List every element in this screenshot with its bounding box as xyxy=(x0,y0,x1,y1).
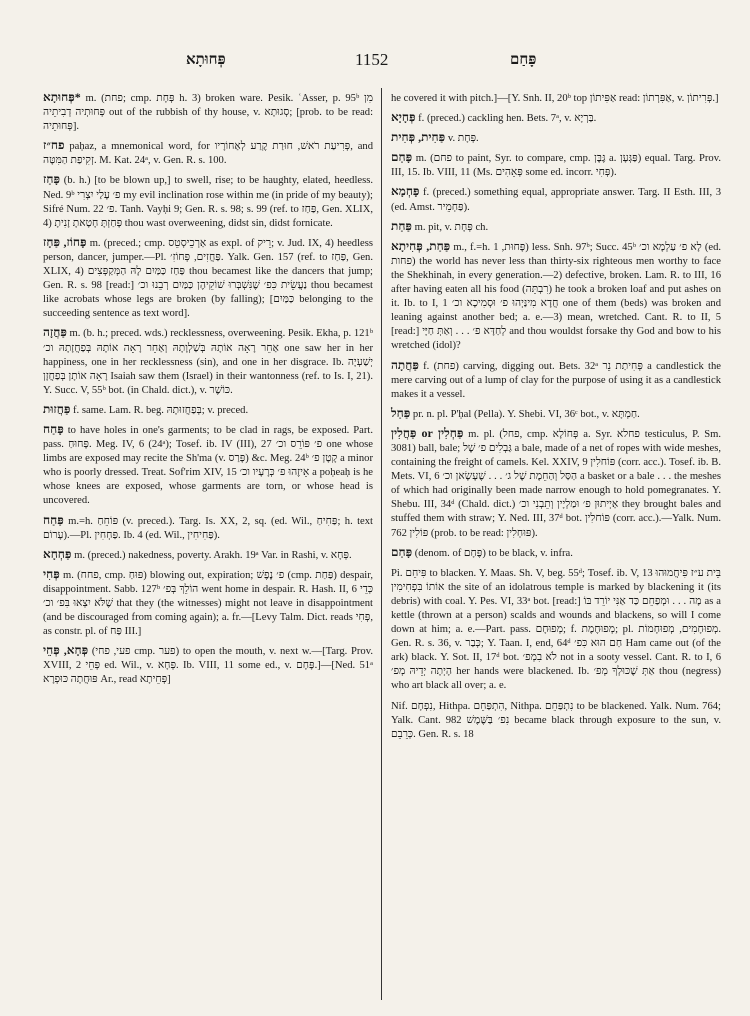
entry-text: m. (פחח, cmp. פּוּחַ) blowing out, expiration; פ׳ נֶפֶשׁ (cmp. פַּחַת) despair, disappointment. Sabb. 127ᵇ הוֹלֵךְ בְּפ׳ went home in despair. R. Hash. II, 6 כְּדֵי שֶׁלֹּא יִצְאוּ בִּפ׳ וכ׳ that they (the witnesses) might not leave in disappointment (and be discouraged from coming again); a. fr.—[Levy Talm. Dict. reads פְּחִי, as constr. pl. of פַּח III.] xyxy=(43,569,374,638)
dictionary-entry xyxy=(391,358,721,402)
entry-text: he covered it with pitch.]—[Y. Snh. II, 20ᵇ top אַפִּיתוֹן read: אַפִּרְתוֹן, v. פְּרִיתוֹן.] xyxy=(391,93,719,104)
entry-text: pr. n. pl. P'ḥal (Pella). Y. Shebi. VI, 36ᶜ bot., v. חַמְתָּא. xyxy=(412,408,640,420)
left-column xyxy=(43,90,373,692)
entry-text: (b. h.) [to be blown up,] to swell, rise; to be haughty, elated, heedless. Ned. 9ᵇ פ׳ עָלַי יִצְרִי my evil inclination rose within me (in pride of my beauty); Sifré Num. 22 פ׳. Tanh. Vayḥi 9; Gen. R. s. 98; s. 99 (ref. to פַּחַז, Gen. XLIX, 4) פָּחַזְתָּ חָטָאתָ זָנִיתָ thou wast overweening, didst sin, didst fornicate. xyxy=(43,175,374,229)
entry-text: (denom. of פֶּחָם) to be black, v. infra. xyxy=(414,547,573,559)
entry-text: m. pl. (פחל, cmp. פְּחוֹלָא a. Syr. פחלא testiculus, P. Sm. 3081) ball, bale; גַּבְלִים פ׳ שֶׁל a bale, made of a net of ropes with wide meshes, containing the freight of camels. Kel. XXIV, 9 פּוֹחלִין (corr. acc.). Tosef. ib. B. Mets. VI, 6 הַסַּל וְהַחֵמֶת שֶׁל ג׳ . . . שֶׁעָשָׂאן וכ׳ a basket or a bale . . . the meshes of which had originally been made narrow enough to hold pomegranates. Y. Shebu. III, 34ᵈ (Chald. dict.) אַיְיתוּן פ׳ וּמַלְיָין וְתֵבְנִי וכ׳ they brought bales and stuffed them with straw; Y. Ned. III, 37ᵈ bot. פּוֹחלִין (corr. acc.).—Yalk. Num. 762 פּוֹלִין (prob. to be read: פּוּחְלִין). xyxy=(391,428,722,539)
dictionary-entry xyxy=(391,110,721,126)
entry-text: v. פְּחָת. xyxy=(447,133,479,145)
headword: פָּחַם xyxy=(391,544,413,559)
dictionary-entry xyxy=(391,565,721,694)
dictionary-entry xyxy=(391,130,721,146)
entry-text: m. (preced.) nakedness, poverty. Arakh. 19ᵃ Var. in Rashi, v. פְּחָא. xyxy=(74,549,352,561)
dictionary-entry xyxy=(391,219,721,235)
dictionary-entry xyxy=(43,643,373,687)
dictionary-entry xyxy=(391,406,721,422)
entry-text: m. (b. h.; preced. wds.) recklessness, overweening. Pesik. Ekha, p. 121ᵇ אַחֵר רָאָה אוֹתָהּ בְּשַׁלְוָתָהּ וְאַחֵר רָאָה אוֹתָהּ בְּפַחֲזָתָהּ וכ׳ one saw her in her happiness, one in her recklessness (sin), and one in her disgrace. Ib. יְשַׁעְיָה רָאָה אוֹתָן בְּפַחֲזָן Isaiah saw them (Israel) in their wantonness (ref. to Is. I, 21). Y. Succ. V, 55ᵇ bot. (in Chald. dict.), v. כּוֹשֶׁר. xyxy=(43,328,373,396)
dictionary-entry xyxy=(391,545,721,561)
page-number: 1152 xyxy=(355,50,389,69)
entry-text: paḥaz, a mnemonical word, for פְּרִיעַת רֹאשׁ, חוּרַת קֶרַע לְאַחוֹרָיו, and זְקִיפַת הַמִּטָּה. M. Kat. 24ᵃ, v. Gen. R. s. 100. xyxy=(43,141,373,167)
entry-text: f. (פחת) carving, digging out. Bets. 32ᵃ פְּחִיתַת נֵר a candlestick the mere carving out of a lump of clay for the purpose of using it as a candlestick makes it a vessel. xyxy=(391,360,721,400)
headword: פַּחַל xyxy=(391,405,411,420)
headword: פַּחְחָא xyxy=(43,546,72,561)
headword: פָּחְמָא xyxy=(391,184,420,199)
dictionary-entry xyxy=(391,239,721,354)
headword: פח״ז xyxy=(43,138,65,153)
page-header xyxy=(0,52,750,76)
dictionary-entry xyxy=(43,325,373,397)
entry-text: Nif. נִפְחָם, Hithpa. הִתְפַּחֵם, Nithpa. נִתְפַּחֵם to be blackened. Yalk. Num. 764; Yalk. Cant. 982 נִפ׳ בַּשֶּׁמֶשׁ became black through exposure to the sun, v. כְּרֵבֵם. Gen. R. s. 18 xyxy=(391,700,721,740)
headword: פַּחֲתָה xyxy=(391,357,419,372)
entry-text: to have holes in one's garments; to be clad in rags, be exposed. Part. pass. פָּחוּחַ. Meg. IV, 6 (24ᵃ); Tosef. ib. IV (III), 27 פ׳ פּוֹרֵס וכ׳ one whose limbs are exposed may recite the Sh'ma (v. פָּרַס) &c. Meg. 24ᵇ קָטָן פ׳ a minor who is poorly dressed. Treat. Sof'rim XIV, 15 אֵיזֶהוּ פ׳ כְּרָעָיו וכ׳ a poḥeaḥ is he whose knees are exposed, whose garments are torn, or whose head is uncovered. xyxy=(43,424,373,507)
entry-text: f. same. Lam. R. beg. בְּפַחֲזוּתָהּ; v. preced. xyxy=(73,404,249,416)
dictionary-entry xyxy=(43,547,373,563)
headword: פָּחַם xyxy=(391,150,413,165)
headword: פַּחֲזוּת xyxy=(43,401,71,416)
headword: פְּחָיָא xyxy=(391,110,416,125)
entry-text: m.=h. פּוֹחֵחַ (v. preced.). Targ. Is. XX, 2, sq. (ed. Wil., פַּחִיחַ; h. text עָרוֹם).—Pl. פַּחְחִין. Ib. 4 (ed. Wil., פַּחִיחִין). xyxy=(43,515,373,541)
entry-text: f. (preced.) cackling hen. Bets. 7ᵃ, v. בַּרְיָא. xyxy=(418,113,597,125)
headword: *פְּחוּתָא xyxy=(43,90,81,104)
entry-text: m. pit, v. פְּחָת ch. xyxy=(414,221,489,233)
dictionary-entry xyxy=(43,172,373,230)
dictionary-entry xyxy=(391,90,721,106)
headword: פָּחוֹז, פַּחָז xyxy=(43,234,87,249)
headword: פַּחֲזָה xyxy=(43,325,67,340)
running-head-right: פָּחַם xyxy=(510,52,537,68)
headword: פַּחִית, פְּחִית xyxy=(391,130,446,145)
headword: פָּחַז xyxy=(43,172,60,187)
right-column xyxy=(391,90,721,746)
entry-text: m. (preced.; cmp. אַרְכֵיסְטֵס as expl. of רֵיק; v. Jud. IX, 4) heedless person, dancer, jumper.—Pl. פַּחֲזִים, פְּחוֹזִ׳. Yalk. Gen. 157 (ref. to פַּחַז, Gen. XLIX, 4) פַּחַז כַּמַּיִם לָהּ הַמְּקַפְּצִים thou becamest like the dancers that jump; Gen. R. s. 98 [read:] נַעֲשֵׂית כִּפ׳ שֶׁנִּשְׁבְּרוּ שׁוֹקֵיהֶן כַּמַּיִם רְבֵנוּ וכ׳ thou becamest like acrobats whose legs are broken (by falling); [כַּמַּיִם belonging to the succeeding sentence as text word]. xyxy=(43,237,374,320)
dictionary-entry xyxy=(43,422,373,509)
dictionary-entry xyxy=(391,184,721,214)
column-divider xyxy=(381,88,382,1000)
dictionary-entry xyxy=(391,426,721,541)
headword: פְּחִי xyxy=(43,566,60,581)
dictionary-entry xyxy=(43,90,373,134)
dictionary-entry xyxy=(391,150,721,180)
headword: פַּחַת xyxy=(391,218,412,233)
entry-text: Pi. פִּיחֵם to blacken. Y. Maas. Sh. V, beg. 55ᵈ; Tosef. ib. V, 13 בֵּית ע״ז פִּיחֲמוּהוּ אוֹתוֹ בִּפְחִימִין the site of an idolatrous temple is marked by blackening it (its debris) with coal. Y. Pes. VI, 33ᵃ bot. [read:] מָה . . . וּמְפַחֵם כַּד אַנִּי יוֹרֵד בּוֹ as a kettle (thrown at a person) scalds and wounds and blackens, so will I come down at him; a. e.—Part. pass. מְפוּחָם; f. מְפוּחֶמֶת; pl. מְפוּחָמִים, מְפוּחָמוֹת. Gen. R. s. 36, v. כְּבַר; Y. Taan. I, end, 64ᵈ חַם הוּא כִּפ׳ Ham came out (of the ark) black. Y. Sot. II, 17ᵈ bot. לֹא בִמְפ׳ not in a sooty vessel. Cant. R. to I, 6 הָיְתָה יְדֵיהּ מְפ׳ her hands were blackened. Ib. אַתְּ שֶׁכּוּלְךָ מְפ׳ thou (negress) who art black all over; a. e. xyxy=(391,567,722,692)
dictionary-entry xyxy=(43,402,373,418)
headword: פַּחְלִין or פַּחֲלִין xyxy=(391,425,464,440)
dictionary-entry xyxy=(43,513,373,543)
dictionary-entry xyxy=(43,567,373,639)
entry-text: m. (פחם to paint, Syr. to compare, cmp. גֶּבֶּן a. פַּגְּעָן) equal. Targ. Prov. III, 15. Ib. VIII, 11 (Ms. פְּאֵהִים some ed. incorr. פְּחִי). xyxy=(391,153,721,179)
running-head-left: פְּחוּתָא xyxy=(186,52,226,68)
entry-text: m. (פחת; cmp. פְּחָת h. 3) broken ware. Pesik. ʿAsser, p. 95ᵇ מִן פְּחוּתְיה דְבִיתֵיה out of the rubbish of thy house, v. סְגוּתָא; [prob. to be read: פְּחוּתֵיה]. xyxy=(43,93,374,133)
dictionary-entry xyxy=(43,235,373,322)
entry-text: f. (preced.) something equal, appropriate answer. Targ. II Esth. III, 3 (ed. Amst. פַּחְמֵיר). xyxy=(391,187,721,213)
headword: פְּחָא, פְּחֵי xyxy=(43,643,89,658)
entry-text: (פעי, פחי cmp. פער) to open the mouth, v. next w.—[Targ. Prov. XVIII, 2 פְּחֵי ed. Wil., v. פְּחָא. Ib. VIII, 11 some ed., v. פָּחָם.]—[Ned. 51ᵃ פּוּחֲתָה כּוּפְרָא Ar., read פְּחֵיתָא] xyxy=(43,646,373,686)
dictionary-entry xyxy=(391,698,721,742)
headword: פַּחַח xyxy=(43,512,64,527)
headword: פַּחַת, פְּחִיתָא xyxy=(391,238,451,253)
dictionary-entry xyxy=(43,138,373,168)
headword: פָּחַח xyxy=(43,421,64,436)
entry-text: m., f.=h. פָּחוּת, 1) less. Snh. 97ᵇ; Succ. 45ᵇ לָא פ׳ עַלְמָא וכ׳ (ed. פחות) the world has never less than thirty-six righteous men worthy to face the Shekhinah, in every generation.—2) defective, broken. Lam. R. to III, 16 after having eaten all his food (רִבְתֵּה) he took a broken loaf and put ashes on it. Ib. to I, 1 חֲדָא מִינַּיְהוּ פ׳ וּסְמִיכָא וכ׳ one of them (beds) was broken and leaning against another bed; a. e.—3) mean, wretched. Cant. R. to II, 5 [read:] לְחַדָּא פ׳ . . . וְאַתְּ חַיָּי and thou wouldst forsake thy God and bow to his wretched (idol)? xyxy=(391,241,722,352)
